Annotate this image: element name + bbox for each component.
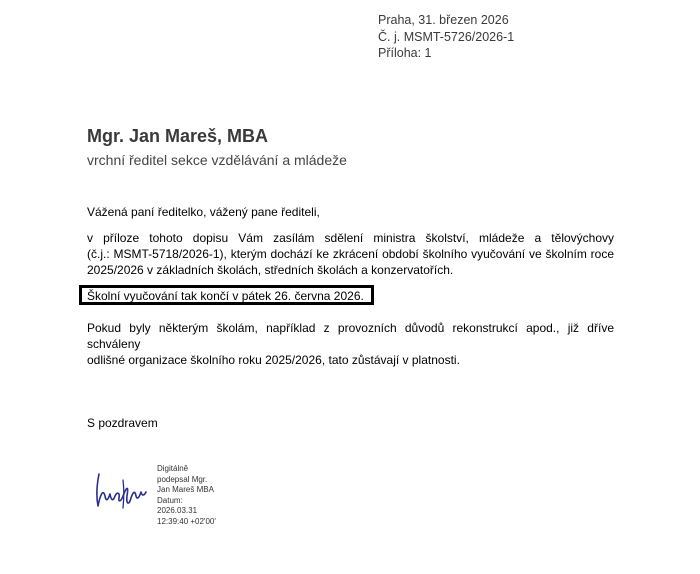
paragraph-1-line-2: (č.j.: MSMT-5718/2026-1), kterým dochází ke zkrácení období školního vyučování ve školním roce xyxy=(87,247,614,261)
closing: S pozdravem xyxy=(87,416,158,430)
author-name: Mgr. Jan Mareš, MBA xyxy=(87,126,269,146)
signature-line-6: 12:39:40 +02'00' xyxy=(157,516,216,526)
place-date: Praha, 31. březen 2026 xyxy=(378,13,509,27)
signature-line-1: Digitálně xyxy=(157,464,189,473)
letter-meta xyxy=(378,12,514,62)
attachment-count: Příloha: 1 xyxy=(378,46,432,60)
paragraph-1-line-3: 2025/2026 v základních školách, středních školách a konzervatořích. xyxy=(87,263,454,277)
signature-line-5: 2026.03.31 xyxy=(157,506,198,516)
signature-line-4: Datum: xyxy=(157,495,183,505)
author-role: vrchní ředitel sekce vzdělávání a mládeže xyxy=(87,152,347,168)
reference-number: Č. j. MSMT-5726/2026-1 xyxy=(378,29,515,44)
paragraph-1-line-1: v příloze tohoto dopisu Vám zasílám sdělení ministra školství, mládeže a tělovýchovy xyxy=(87,231,614,245)
paragraph-2 xyxy=(87,320,614,368)
paragraph-2-line-1: Pokud byly některým školám, například z provozních důvodů rekonstrukcí apod., již dříve schváleny xyxy=(87,321,614,351)
highlight-text: Školní vyučování tak končí v pátek 26. června 2026. xyxy=(87,289,364,303)
salutation: Vážená paní ředitelko, vážený pane řediteli, xyxy=(87,205,320,219)
paragraph-2-line-2: odlišné organizace školního roku 2025/2026, tato zůstávají v platnosti. xyxy=(87,353,460,367)
author-block xyxy=(87,124,347,170)
signature-line-2: podepsal Mgr. xyxy=(157,474,208,484)
handwritten-signature-icon xyxy=(93,466,153,516)
signature-line-3: Jan Mareš MBA xyxy=(157,485,214,495)
paragraph-1 xyxy=(87,230,614,278)
digital-signature-text xyxy=(157,464,216,528)
